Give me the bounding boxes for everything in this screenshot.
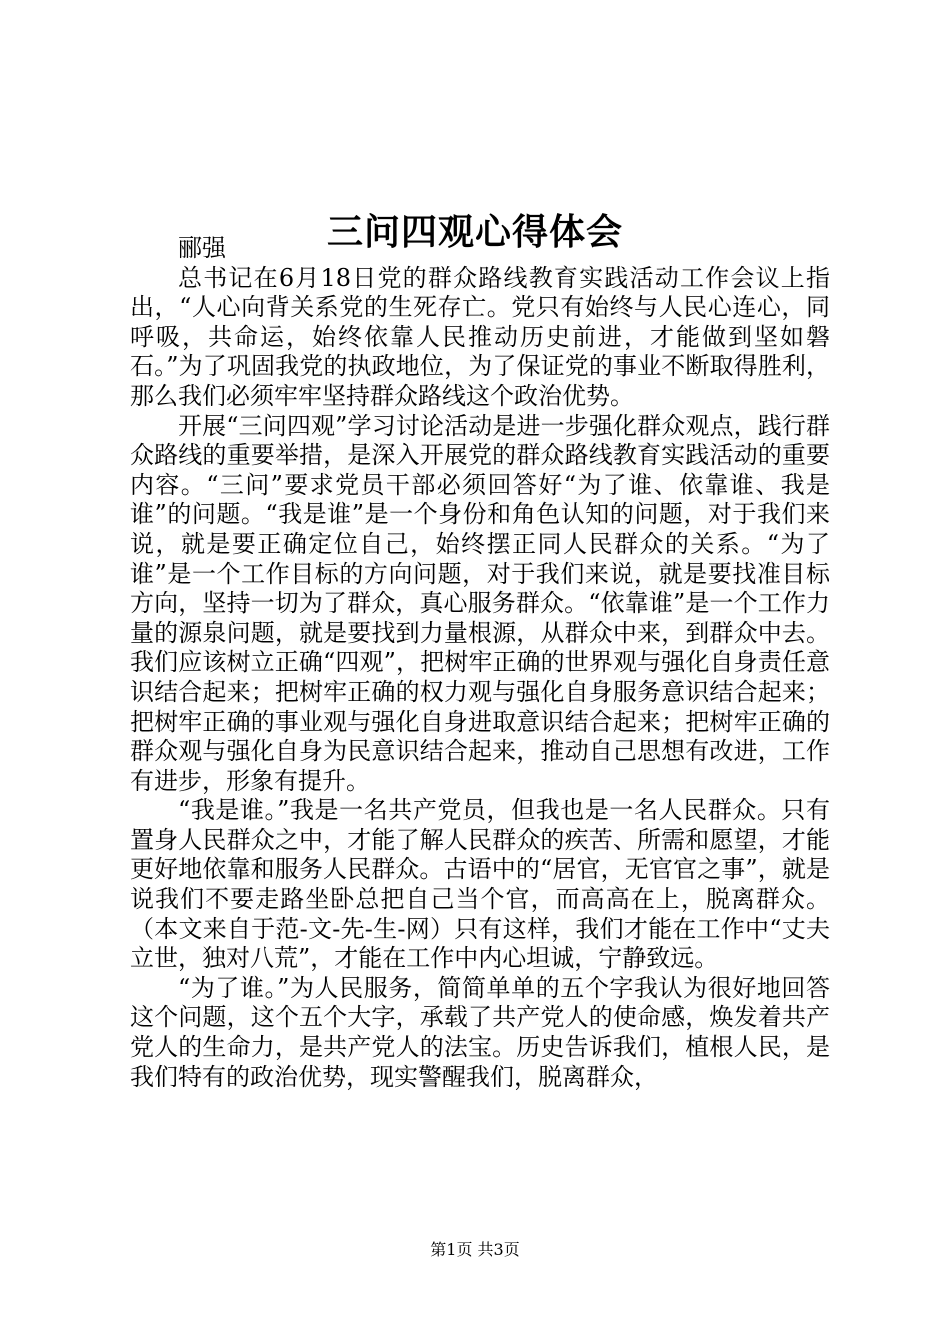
paragraph-2: 开展“三问四观”学习讨论活动是进一步强化群众观点，践行群众路线的重要举措，是深入开展党的群众路线教育实践活动的重要内容。“三问”要求党员干部必须回答好“为了谁、依靠谁、我是谁”的问题。“我是谁”是一个身份和角色认知的问题，对于我们来说，就是要正确定位自己，始终摆正同人民群众的关系。“为了谁”是一个工作目标的方向问题，对于我们来说，就是要找准目标方向，坚持一切为了群众，真心服务群众。“依靠谁”是一个工作力量的源泉问题，就是要找到力量根源，从群众中来，到群众中去。我们应该树立正确“四观”，把树牢正确的世界观与强化自身责任意识结合起来；把树牢正确的权力观与强化自身服务意识结合起来；把树牢正确的事业观与强化自身进取意识结合起来；把树牢正确的群众观与强化自身为民意识结合起来，推动自己思想有改进，工作有进步，形象有提升。 bbox=[130, 411, 830, 795]
page-number-footer: 第1页 共3页 bbox=[430, 1240, 520, 1259]
document-body bbox=[130, 234, 830, 1092]
paragraph-4: “为了谁。”为人民服务，简简单单的五个字我认为很好地回答这个问题，这个五个大字，承载了共产党人的使命感，焕发着共产党人的生命力，是共产党人的法宝。历史告诉我们，植根人民，是我们特有的政治优势，现实警醒我们，脱离群众， bbox=[130, 973, 830, 1091]
author-name: 郦强 bbox=[178, 234, 226, 262]
paragraph-1: 总书记在6月18日党的群众路线教育实践活动工作会议上指出，“人心向背关系党的生死存亡。党只有始终与人民心连心，同呼吸，共命运，始终依靠人民推动历史前进，才能做到坚如磐石。”为了巩固我党的执政地位，为了保证党的事业不断取得胜利，那么我们必须牢牢坚持群众路线这个政治优势。 bbox=[130, 263, 830, 410]
paragraph-3: “我是谁。”我是一名共产党员，但我也是一名人民群众。只有置身人民群众之中，才能了解人民群众的疾苦、所需和愿望，才能更好地依靠和服务人民群众。古语中的“居官，无官官之事”，就是说我们不要走路坐卧总把自己当个官，而高高在上，脱离群众。（本文来自于范-文-先-生-网）只有这样，我们才能在工作中“丈夫立世，独对八荒”，才能在工作中内心坦诚，宁静致远。 bbox=[130, 796, 830, 973]
document-title: 三问四观心得体会 bbox=[326, 211, 623, 254]
